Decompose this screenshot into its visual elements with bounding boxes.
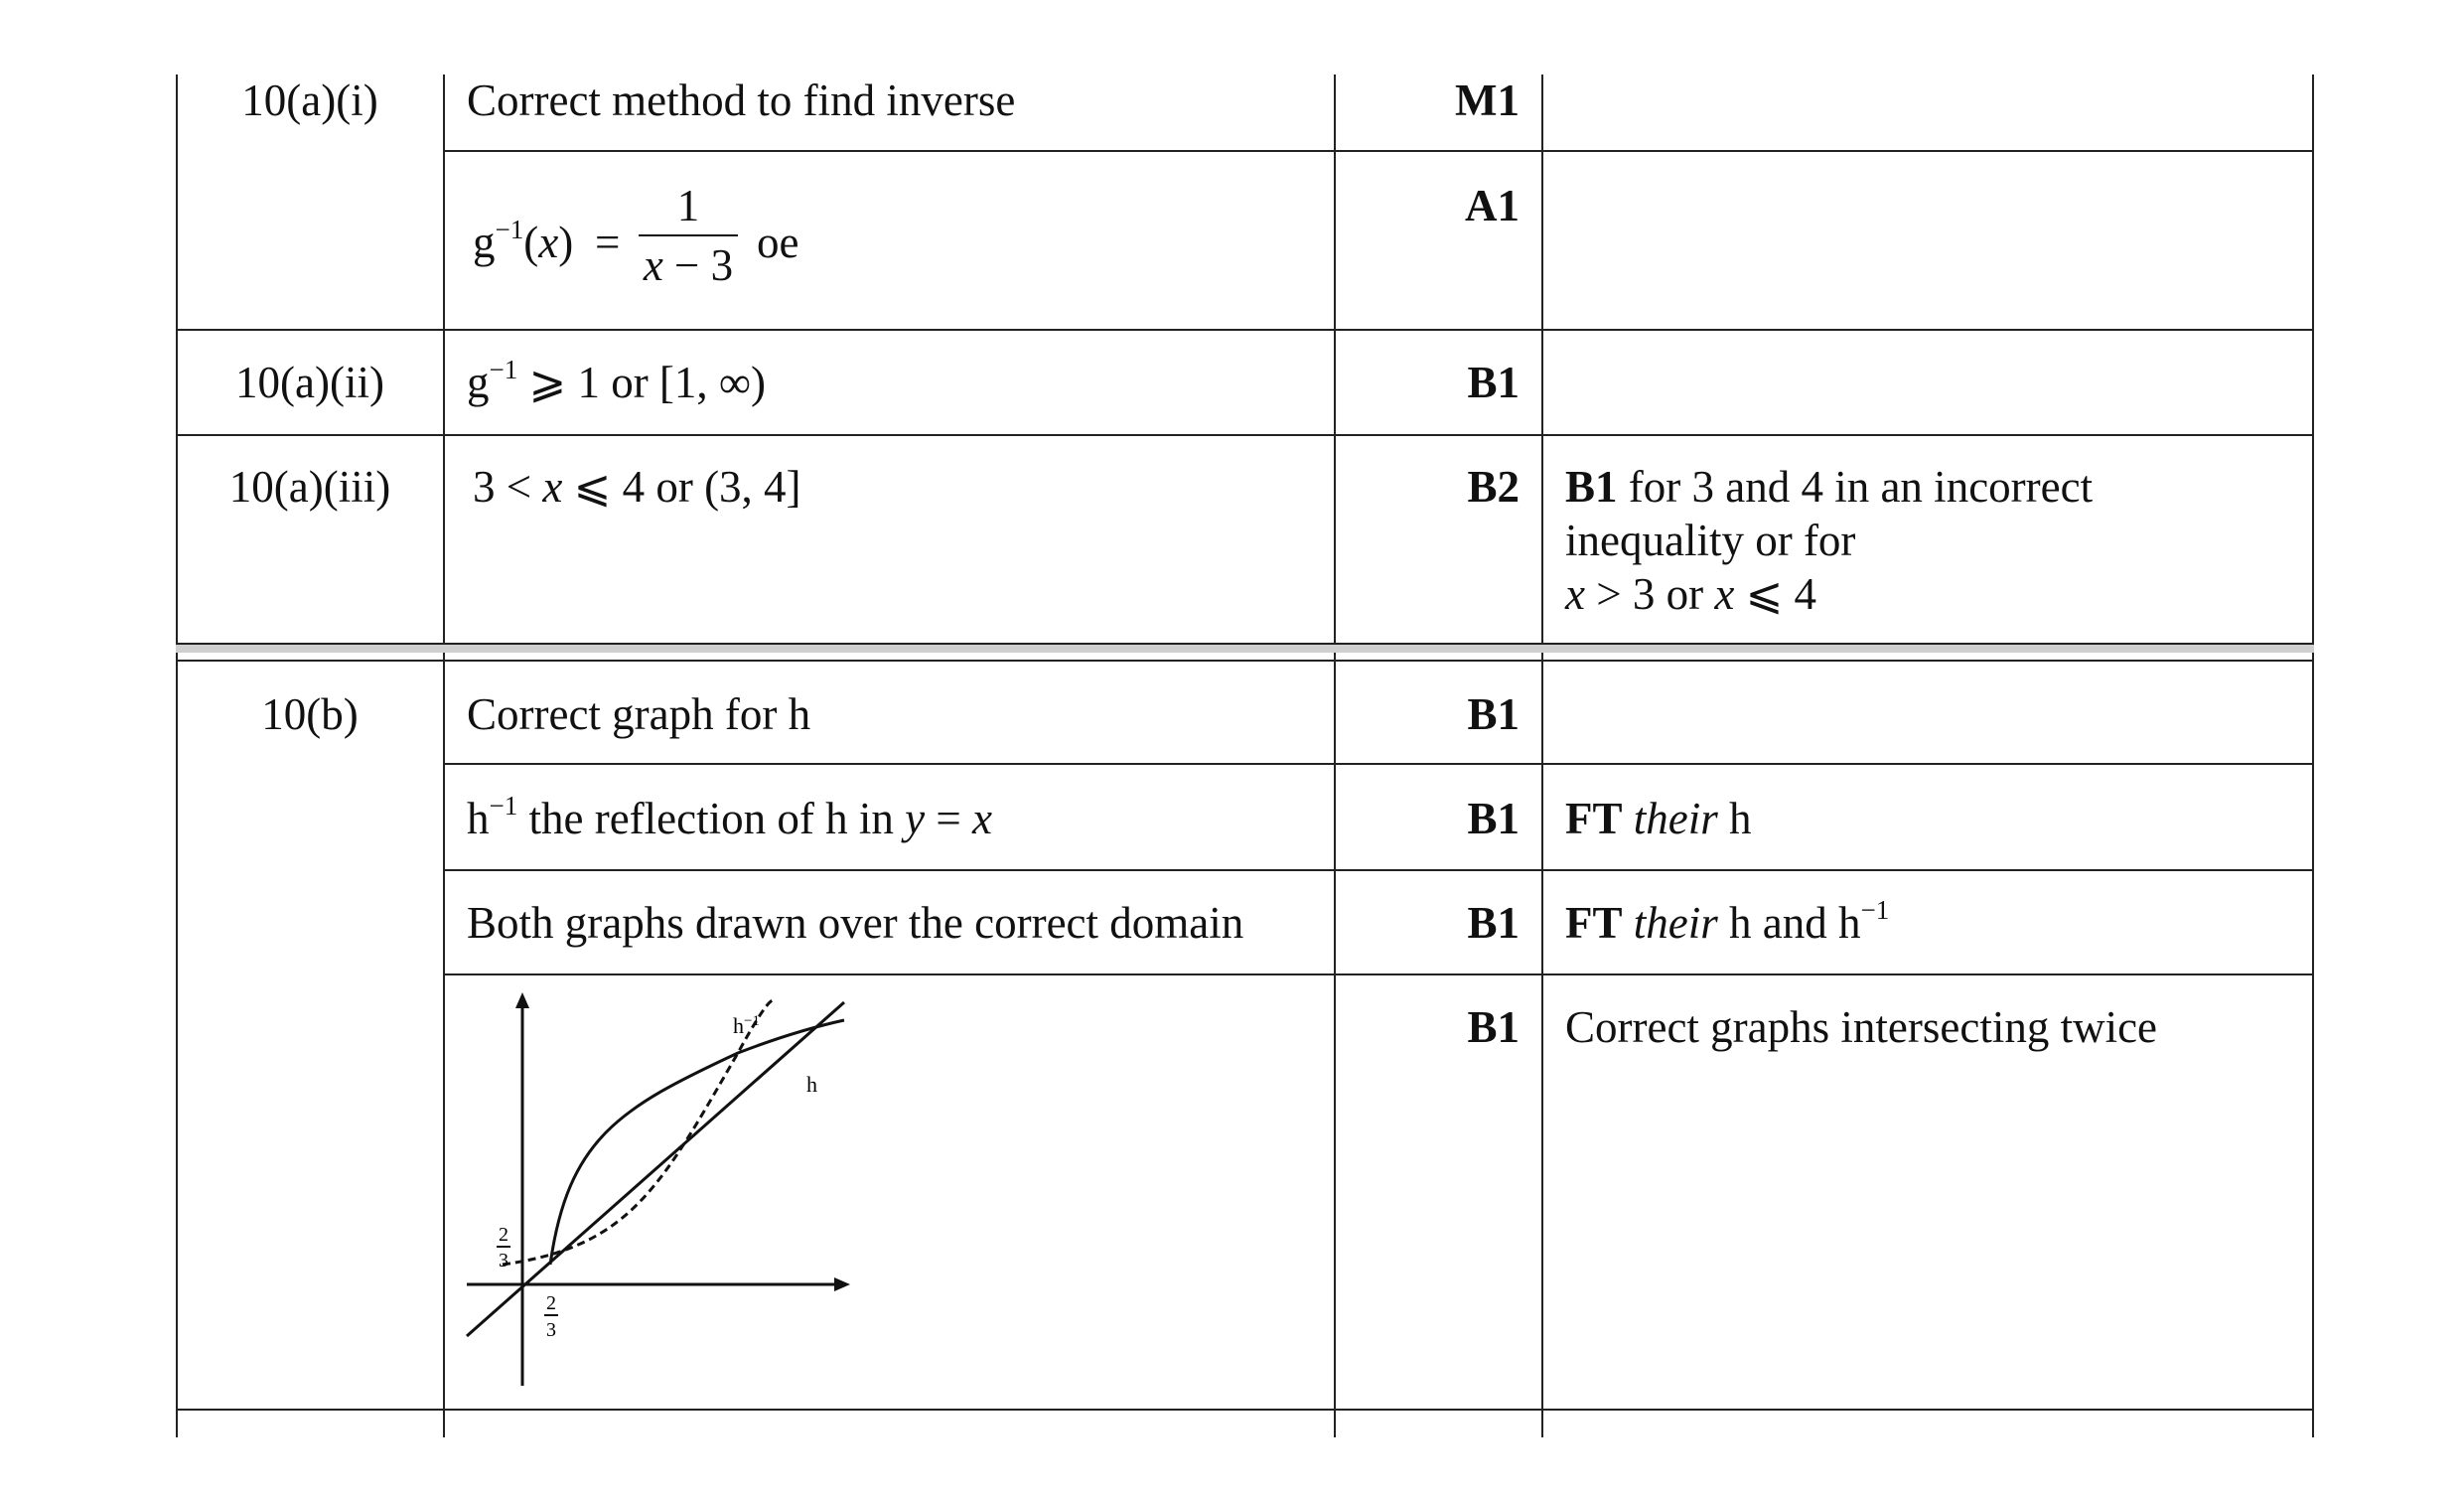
label-h: h <box>806 1072 817 1097</box>
row-divider <box>443 150 2314 152</box>
table-border-right <box>2312 75 2314 1437</box>
answer-text: Correct graph for h <box>467 689 811 739</box>
row-divider <box>443 763 2314 765</box>
guidance-text: Correct graphs intersecting twice <box>1565 1002 2158 1052</box>
formula-lhs: $g^{-1}(x)$ <box>473 215 574 267</box>
mark: B2 <box>1467 462 1520 512</box>
guidance-text: FT their h and $h^{-1}$ <box>1565 895 1890 948</box>
x-axis-arrow <box>834 1277 850 1291</box>
row-divider <box>176 329 2314 331</box>
answer-text: Correct method to find inverse <box>467 75 1016 125</box>
guidance-line: x > 3 or x ⩽ 4 <box>1565 569 1817 619</box>
x-intercept-denominator: 3 <box>546 1319 556 1341</box>
answer-text: Both graphs drawn over the correct domain <box>467 898 1244 948</box>
column-divider-marks <box>1541 75 1543 1437</box>
column-divider-answer <box>1334 75 1336 1437</box>
fraction-numerator: 1 <box>676 181 700 230</box>
mark: B1 <box>1467 358 1520 407</box>
fraction-denominator: x − 3 <box>643 239 734 290</box>
curve-h <box>550 1020 844 1265</box>
y-intercept-denominator: 3 <box>499 1250 508 1272</box>
formula-suffix: oe <box>757 218 799 267</box>
row-divider <box>176 1409 2314 1411</box>
answer-text: $g^{-1}$ ⩾ 1 or [1, ∞) <box>467 355 766 407</box>
table-border-left <box>176 75 178 1437</box>
formula-equals: = <box>595 218 621 267</box>
question-number: 10(a)(iii) <box>228 462 391 512</box>
answer-text: 3 < x ⩽ 4 or (3, 4] <box>473 462 801 512</box>
row-divider <box>176 434 2314 436</box>
curve-h-inverse <box>503 1000 774 1265</box>
mark: B1 <box>1467 898 1520 948</box>
mark: M1 <box>1455 75 1520 125</box>
y-axis-arrow <box>515 992 529 1008</box>
question-number: 10(b) <box>261 689 359 739</box>
answer-text: $h^{-1}$ the reflection of h in y = x <box>467 791 992 843</box>
mark: B1 <box>1467 794 1520 843</box>
mark: B1 <box>1467 1002 1520 1052</box>
guidance-text: FT their h <box>1565 794 1752 843</box>
guidance-line: B1 for 3 and 4 in an incorrect <box>1565 462 2094 512</box>
fraction-bar <box>639 234 738 236</box>
mark: B1 <box>1467 689 1520 739</box>
row-divider <box>176 660 2314 662</box>
graph-sketch <box>457 988 874 1396</box>
section-separator <box>176 645 2314 653</box>
question-number: 10(a)(i) <box>241 75 378 125</box>
formula-fraction <box>639 181 738 292</box>
row-divider <box>443 973 2314 975</box>
mark: A1 <box>1465 181 1520 230</box>
label-h-inverse: $h^{-1}$ <box>733 1013 760 1038</box>
column-divider-question <box>443 75 445 1437</box>
x-intercept-numerator: 2 <box>546 1292 556 1314</box>
y-intercept-numerator: 2 <box>499 1224 508 1246</box>
row-divider <box>443 869 2314 871</box>
question-number: 10(a)(ii) <box>235 358 384 407</box>
guidance-line: inequality or for <box>1565 516 1856 565</box>
